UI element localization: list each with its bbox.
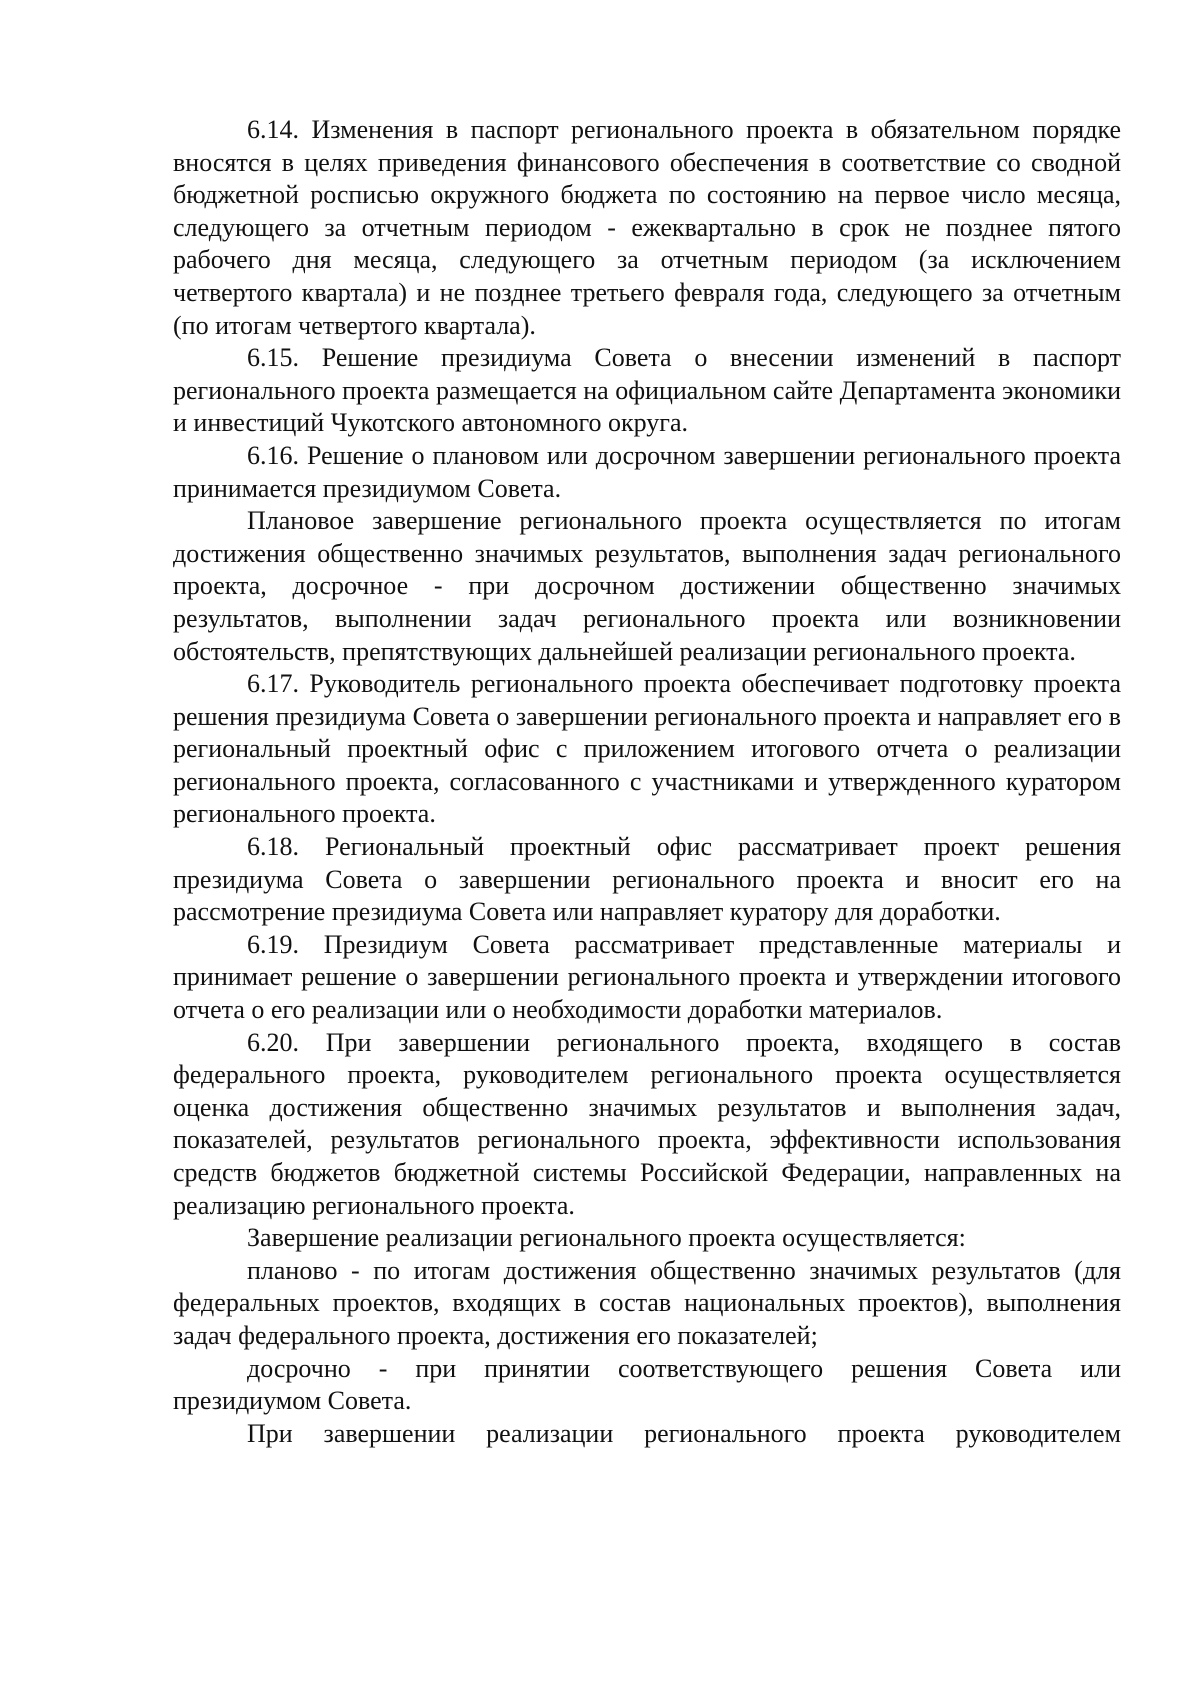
paragraph-planned-completion: Плановое завершение регионального проекта осуществляется по итогам достижения общественно значимых результатов, выполнения задач регионального проекта, досрочное - при досрочном достижении общественно значимых результатов, выполнении задач регионального проекта или возникновении обстоятельств, препятствующих дальнейшей реализации регионального проекта. xyxy=(173,506,1121,666)
paragraph-continuation: При завершении реализации регионального проекта руководителем xyxy=(247,1418,1121,1448)
document-body xyxy=(173,114,1121,1450)
paragraph-6-17: 6.17. Руководитель регионального проекта обеспечивает подготовку проекта решения президиума Совета о завершении регионального проекта и направляет его в региональный проектный офис с приложением итогового отчета о реализации регионального проекта, согласованного с участниками и утвержденного куратором регионального проекта. xyxy=(173,669,1121,829)
paragraph-completion-intro: Завершение реализации регионального проекта осуществляется: xyxy=(247,1223,966,1253)
paragraph-early: досрочно - при принятии соответствующего решения Совета или президиумом Совета. xyxy=(173,1353,1121,1416)
paragraph-6-14: 6.14. Изменения в паспорт регионального проекта в обязательном порядке вносятся в целях приведения финансового обеспечения в соответствие со сводной бюджетной росписью окружного бюджета по состоянию на первое число месяца, следующего за отчетным периодом - ежеквартально в срок не позднее пятого рабочего дня месяца, следующего за отчетным периодом (за исключением четвертого квартала) и не позднее третьего февраля года, следующего за отчетным (по итогам четвертого квартала). xyxy=(173,115,1121,340)
paragraph-6-19: 6.19. Президиум Совета рассматривает представленные материалы и принимает решение о завершении регионального проекта и утверждении итогового отчета о его реализации или о необходимости доработки материалов. xyxy=(173,929,1121,1025)
paragraph-6-18: 6.18. Региональный проектный офис рассматривает проект решения президиума Совета о завершении регионального проекта и вносит его на рассмотрение президиума Совета или направляет куратору для доработки. xyxy=(173,832,1121,927)
paragraph-planned: планово - по итогам достижения общественно значимых результатов (для федеральных проектов, входящих в состав национальных проектов), выполнения задач федерального проекта, достижения его показателей; xyxy=(173,1255,1121,1350)
paragraph-6-15: 6.15. Решение президиума Совета о внесении изменений в паспорт регионального проекта размещается на официальном сайте Департамента экономики и инвестиций Чукотского автономного округа. xyxy=(173,343,1121,438)
paragraph-6-20: 6.20. При завершении регионального проекта, входящего в состав федерального проекта, руководителем регионального проекта осуществляется оценка достижения общественно значимых результатов и выполнения задач, показателей, результатов регионального проекта, эффективности использования средств бюджетов бюджетной системы Российской Федерации, направленных на реализацию регионального проекта. xyxy=(173,1027,1121,1220)
paragraph-6-16: 6.16. Решение о плановом или досрочном завершении регионального проекта принимается президиумом Совета. xyxy=(173,440,1121,503)
